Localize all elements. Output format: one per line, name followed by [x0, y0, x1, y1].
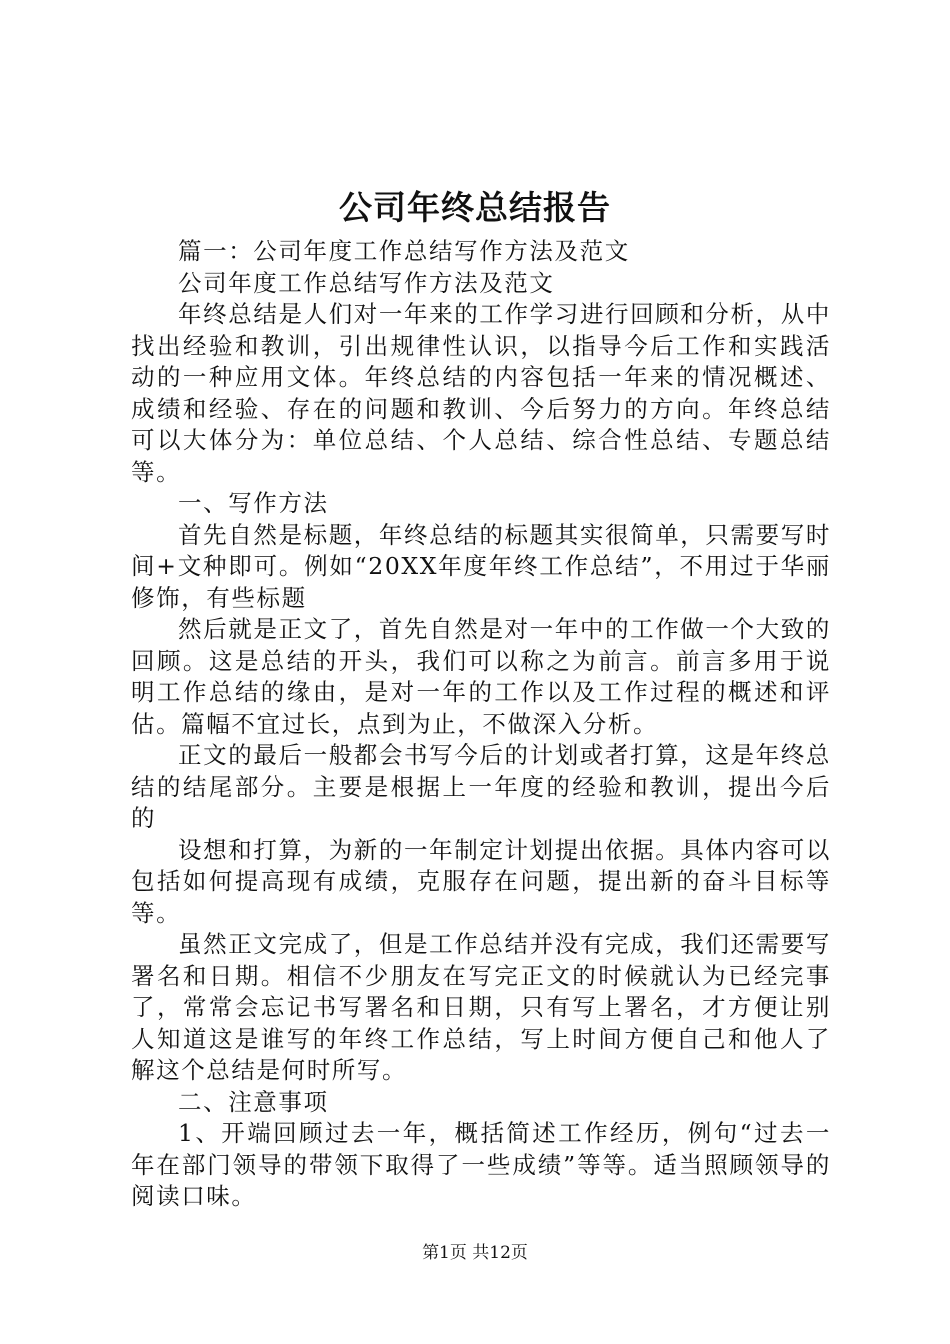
subtitle: 公司年度工作总结写作方法及范文: [178, 268, 555, 297]
paragraph: 年终总结是人们对一年来的工作学习进行回顾和分析，从中找出经验和教训，引出规律性认识，以指导今后工作和实践活动的一种应用文体。年终总结的内容包括一年来的情况概述、成绩和经验、存在的问题和教训、今后努力的方向。年终总结可以大体分为：单位总结、个人总结、综合性总结、专题总结等。: [131, 300, 831, 486]
paragraph: 1、开端回顾过去一年，概括简述工作经历，例句“过去一年在部门领导的带领下取得了一些成绩”等等。适当照顾领导的阅读口味。: [131, 1119, 831, 1210]
section-heading: 二、注意事项: [178, 1087, 329, 1116]
section-heading: 篇一：公司年度工作总结写作方法及范文: [178, 237, 630, 265]
page-number-footer: 第1页 共12页: [422, 1243, 528, 1263]
document-body: [131, 236, 831, 1213]
paragraph: 正文的最后一般都会书写今后的计划或者打算，这是年终总结的结尾部分。主要是根据上一年度的经验和教训，提出今后的: [131, 741, 831, 832]
section-heading: 一、写作方法: [178, 489, 329, 517]
document-title: 公司年终总结报告: [339, 188, 611, 227]
paragraph: 设想和打算，为新的一年制定计划提出依据。具体内容可以包括如何提高现有成绩，克服存在问题，提出新的奋斗目标等等。: [131, 835, 831, 927]
paragraph: 虽然正文完成了，但是工作总结并没有完成，我们还需要写署名和日期。相信不少朋友在写完正文的时候就认为已经完事了，常常会忘记书写署名和日期，只有写上署名，才方便让别人知道这是谁写的年终工作总结，写上时间方便自己和他人了解这个总结是何时所写。: [131, 930, 831, 1084]
paragraph: 然后就是正文了，首先自然是对一年中的工作做一个大致的回顾。这是总结的开头，我们可以称之为前言。前言多用于说明工作总结的缘由，是对一年的工作以及工作过程的概述和评估。篇幅不宜过长，点到为止，不做深入分析。: [131, 615, 831, 738]
paragraph: 首先自然是标题，年终总结的标题其实很简单，只需要写时间+文种即可。例如“20XX年度年终工作总结”，不用过于华丽修饰，有些标题: [131, 520, 831, 612]
